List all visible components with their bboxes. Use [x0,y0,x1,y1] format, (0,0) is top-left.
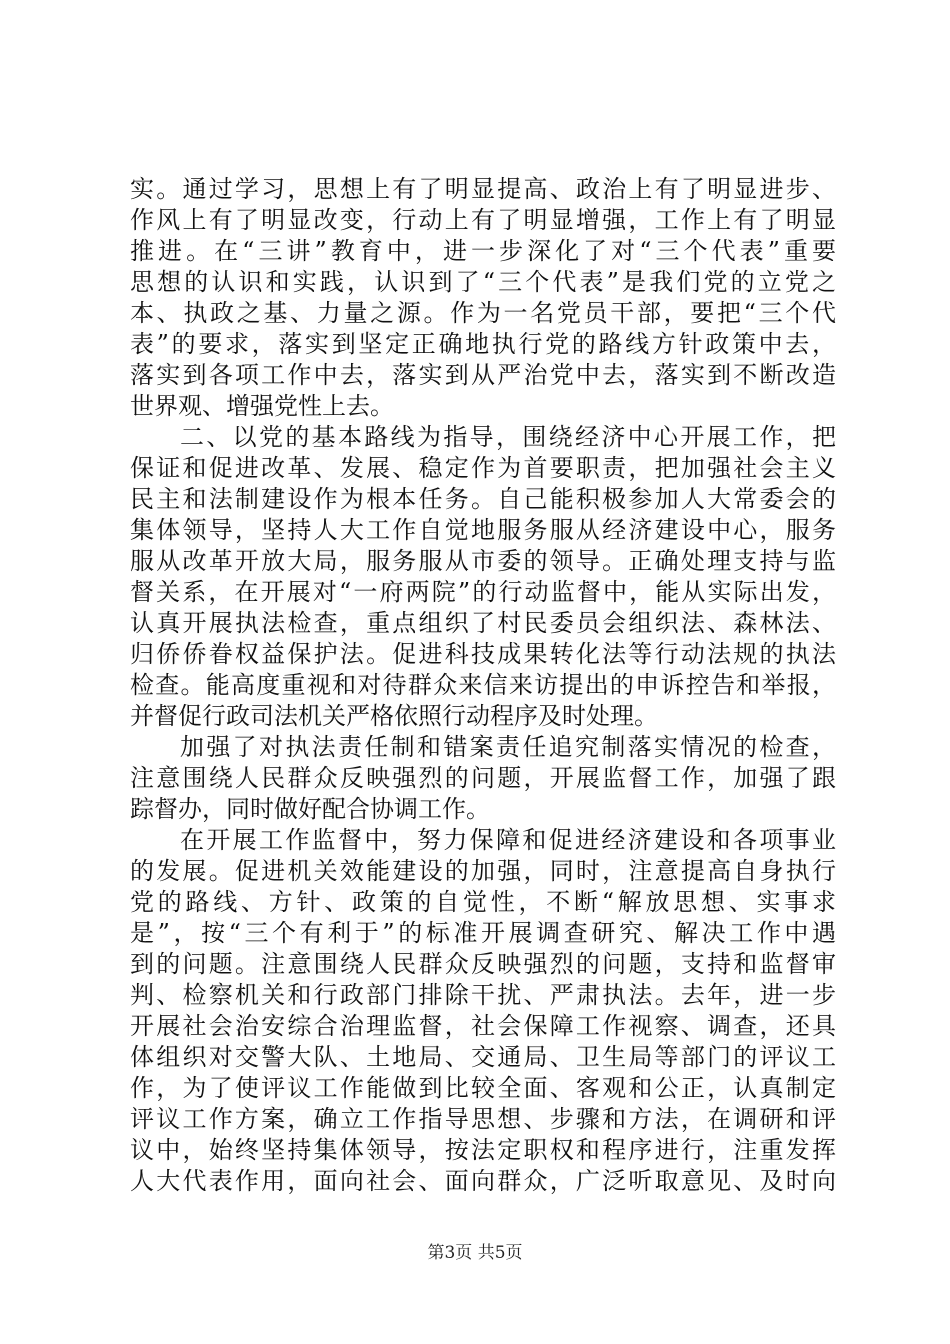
text-line: 加强了对执法责任制和错案责任追究制落实情况的检查， [180,733,836,761]
text-line: 世界观、增强党性上去。 [130,392,394,420]
text-line: 集体领导，坚持人大工作自觉地服务服从经济建设中心，服务 [130,516,836,544]
text-line: 督关系，在开展对“一府两院”的行动监督中，能从实际出发， [130,578,836,606]
text-line: 实。通过学习，思想上有了明显提高、政治上有了明显进步、 [130,175,836,203]
text-line: 的发展。促进机关效能建设的加强，同时，注意提高自身执行 [130,857,836,885]
page-footer: 第3页 共5页 [427,1243,523,1263]
text-line: 民主和法制建设作为根本任务。自己能积极参加人大常委会的 [130,485,836,513]
text-line: 体组织对交警大队、土地局、交通局、卫生局等部门的评议工 [130,1043,836,1071]
text-line: 判、检察机关和行政部门排除干扰、严肃执法。去年，进一步 [130,981,836,1009]
text-line: 开展社会治安综合治理监督，社会保障工作视察、调查，还具 [130,1012,836,1040]
text-line: 到的问题。注意围绕人民群众反映强烈的问题，支持和监督审 [130,950,836,978]
text-line: 作，为了使评议工作能做到比较全面、客观和公正，认真制定 [130,1074,836,1102]
text-line: 服从改革开放大局，服务服从市委的领导。正确处理支持与监 [130,547,836,575]
text-line: 保证和促进改革、发展、稳定作为首要职责，把加强社会主义 [130,454,836,482]
document-body [130,174,836,1197]
text-line: 注意围绕人民群众反映强烈的问题，开展监督工作，加强了跟 [130,764,836,792]
text-line: 作风上有了明显改变，行动上有了明显增强，工作上有了明显 [130,206,836,234]
text-line: 推进。在“三讲”教育中，进一步深化了对“三个代表”重要 [130,237,836,265]
text-line: 落实到各项工作中去，落实到从严治党中去，落实到不断改造 [130,361,836,389]
text-line: 在开展工作监督中，努力保障和促进经济建设和各项事业 [180,826,836,854]
text-line: 评议工作方案，确立工作指导思想、步骤和方法，在调研和评 [130,1105,836,1133]
text-line: 人大代表作用，面向社会、面向群众，广泛听取意见、及时向 [130,1167,836,1195]
text-line: 议中，始终坚持集体领导，按法定职权和程序进行，注重发挥 [130,1136,836,1164]
text-line: 是”，按“三个有利于”的标准开展调查研究、解决工作中遇 [130,919,836,947]
text-line: 并督促行政司法机关严格依照行动程序及时处理。 [130,702,658,730]
text-line: 表”的要求，落实到坚定正确地执行党的路线方针政策中去， [130,330,836,358]
text-line: 踪督办，同时做好配合协调工作。 [130,795,490,823]
text-line: 本、执政之基、力量之源。作为一名党员干部，要把“三个代 [130,299,836,327]
text-line: 认真开展执法检查，重点组织了村民委员会组织法、森林法、 [130,609,836,637]
text-line: 检查。能高度重视和对待群众来信来访提出的申诉控告和举报， [130,671,836,699]
text-line: 归侨侨眷权益保护法。促进科技成果转化法等行动法规的执法 [130,640,836,668]
text-line: 党的路线、方针、政策的自觉性，不断“解放思想、实事求 [130,888,836,916]
text-line: 二、以党的基本路线为指导，围绕经济中心开展工作，把 [180,423,836,451]
text-line: 思想的认识和实践，认识到了“三个代表”是我们党的立党之 [130,268,836,296]
